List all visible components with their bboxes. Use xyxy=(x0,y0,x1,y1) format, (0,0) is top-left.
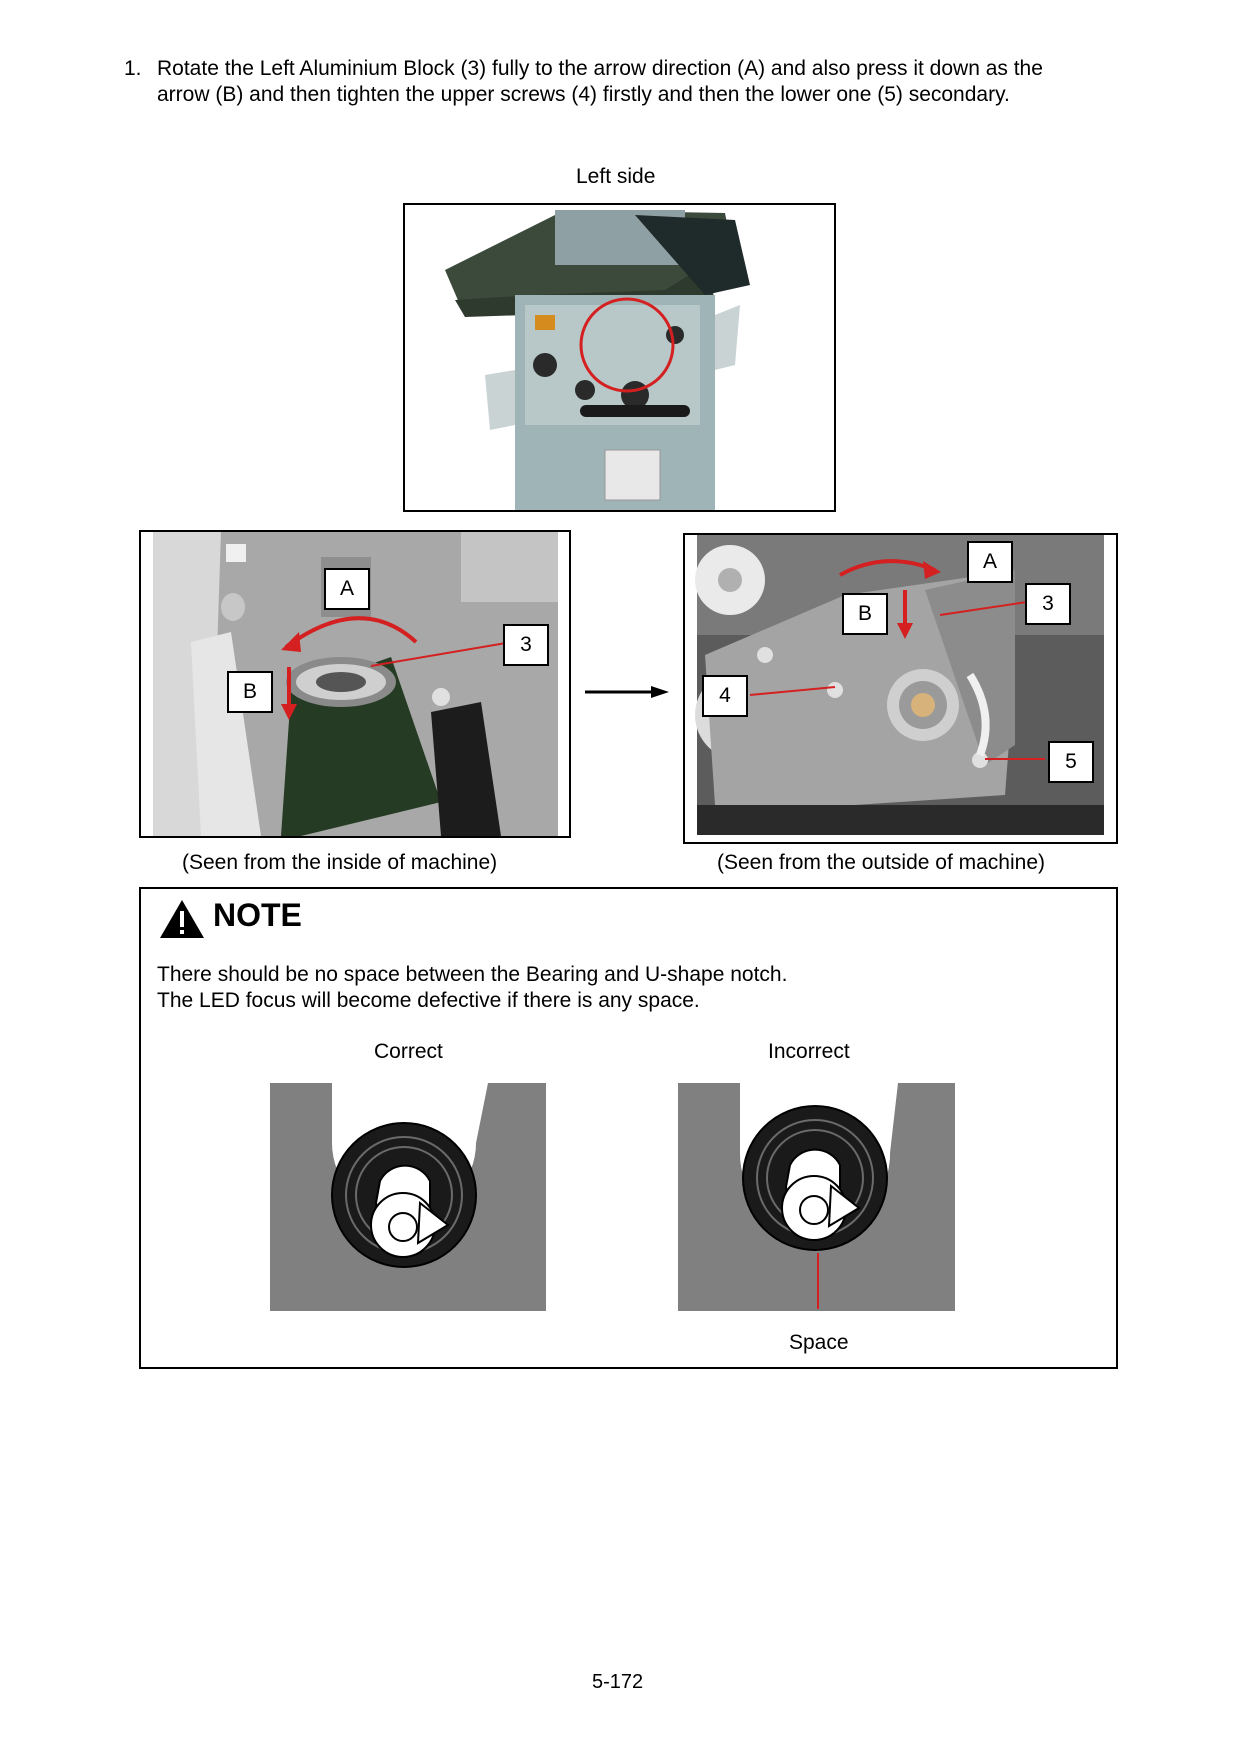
outside-view-photo xyxy=(683,533,1118,844)
left-side-photo xyxy=(403,203,836,512)
outside-label-5: 5 xyxy=(1048,741,1094,783)
inside-label-3: 3 xyxy=(503,624,549,666)
note-title: NOTE xyxy=(213,897,302,933)
incorrect-bearing-diagram xyxy=(678,1083,955,1311)
step-text: Rotate the Left Aluminium Block (3) fully to the arrow direction (A) and also press it down as the arrow (B) and then tighten the upper screws (4) firstly and then the lower one (5) secondary. xyxy=(157,57,1043,106)
space-label: Space xyxy=(789,1331,849,1354)
left-side-caption: Left side xyxy=(576,165,656,188)
inside-view-caption: (Seen from the inside of machine) xyxy=(182,851,498,874)
outside-label-a: A xyxy=(967,541,1013,583)
correct-label: Correct xyxy=(374,1040,443,1063)
note-box xyxy=(139,887,1118,1369)
step-number: 1. xyxy=(124,57,142,80)
inside-label-a: A xyxy=(324,568,370,610)
outside-label-4: 4 xyxy=(702,675,748,717)
outside-view-caption: (Seen from the outside of machine) xyxy=(717,851,1046,874)
machine-left-side-image xyxy=(405,205,834,510)
note-line-1: There should be no space between the Bearing and U-shape notch. xyxy=(157,963,788,986)
right-arrow-icon xyxy=(585,684,671,700)
inside-label-b: B xyxy=(227,671,273,713)
note-line-2: The LED focus will become defective if there is any space. xyxy=(157,989,700,1012)
incorrect-label: Incorrect xyxy=(768,1040,850,1063)
inside-view-photo xyxy=(139,530,571,838)
correct-bearing-diagram xyxy=(270,1083,546,1311)
outside-view-image xyxy=(685,535,1116,842)
page-number: 5-172 xyxy=(592,1671,644,1693)
outside-label-3: 3 xyxy=(1025,583,1071,625)
warning-icon xyxy=(159,899,205,939)
outside-label-b: B xyxy=(842,593,888,635)
